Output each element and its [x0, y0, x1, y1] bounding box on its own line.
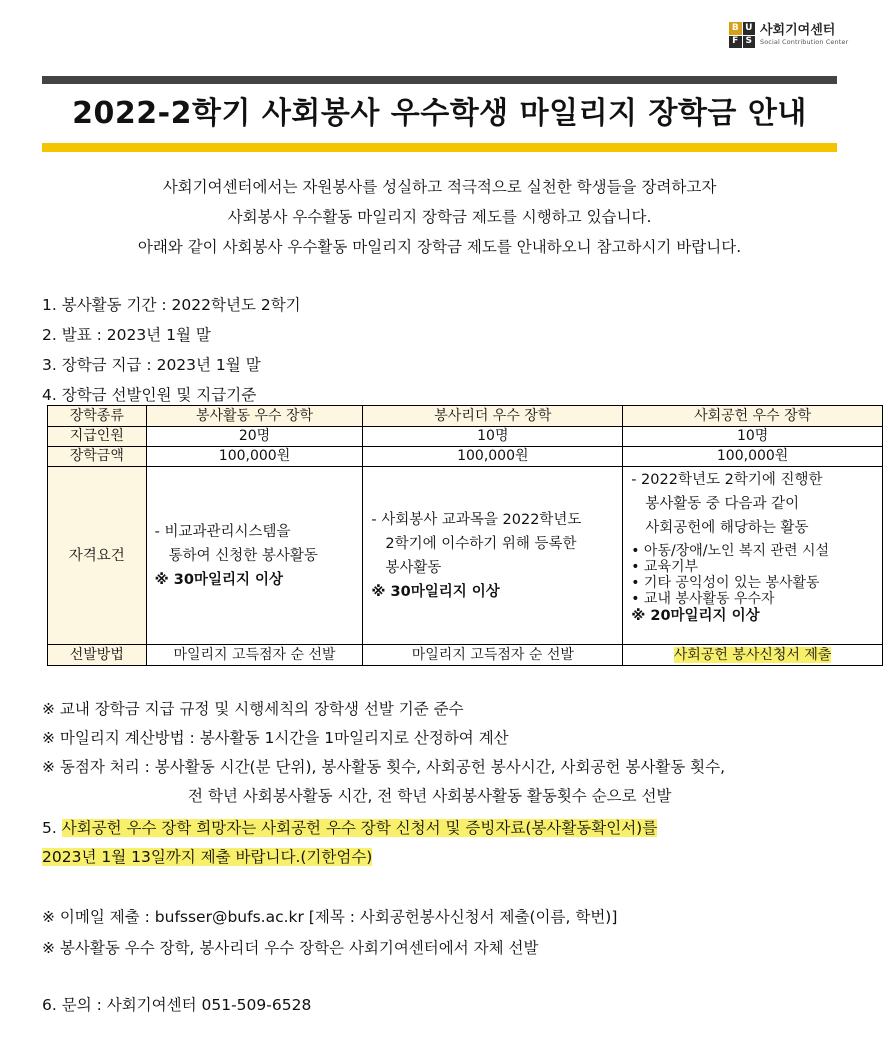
note-item: ※ 봉사활동 우수 장학, 봉사리더 우수 장학은 사회기여센터에서 자체 선발: [42, 939, 539, 957]
intro-line: 사회봉사 우수활동 마일리지 장학금 제도를 시행하고 있습니다.: [227, 208, 652, 226]
logo-letter: B: [729, 22, 742, 35]
row-label: 선발방법: [48, 645, 147, 666]
notice-number: 5.: [42, 819, 57, 837]
logo-name-en: Social Contribution Center: [760, 38, 849, 46]
requirement-line: 봉사활동: [385, 559, 442, 576]
note-item: ※ 교내 장학금 지급 규정 및 시행세칙의 장학생 선발 기준 준수: [42, 700, 464, 718]
requirement-bullet: • 교육기부: [631, 559, 699, 575]
note-item: ※ 마일리지 계산방법 : 봉사활동 1시간을 1마일리지로 산정하여 계산: [42, 729, 509, 747]
requirement-emphasis: ※ 30마일리지 이상: [371, 583, 500, 600]
requirement-cell: [146, 467, 363, 645]
logo-text: [760, 23, 848, 47]
requirement-line: 2학기에 이수하기 위해 등록한: [385, 535, 577, 552]
requirement-bullet: • 아동/장애/노인 복지 관련 시설: [631, 543, 829, 559]
table-row-recipients: [48, 427, 883, 447]
application-notice: [42, 814, 657, 872]
table-cell: 100,000원: [363, 447, 623, 467]
highlighted-text: 2023년 1월 13일까지 제출 바랍니다.(기한엄수): [42, 848, 373, 866]
info-item: 3. 장학금 지급 : 2023년 1월 말: [42, 356, 261, 374]
scholarship-table: [47, 405, 883, 666]
table-cell: 100,000원: [623, 447, 883, 467]
info-item: 2. 발표 : 2023년 1월 말: [42, 326, 211, 344]
requirement-line: - 2022학년도 2학기에 진행한: [631, 472, 823, 488]
requirement-line: 사회공헌에 해당하는 활동: [645, 520, 809, 536]
row-label: 자격요건: [48, 467, 147, 645]
table-header-row: [48, 406, 883, 427]
logo-letter: F: [729, 36, 742, 49]
table-header-cell: 장학종류: [48, 406, 147, 427]
table-cell: 20명: [146, 427, 363, 447]
logo-mark: [729, 22, 755, 48]
title-bottom-bar: [42, 143, 837, 152]
table-cell: 100,000원: [146, 447, 363, 467]
highlighted-text: 사회공헌 봉사신청서 제출: [673, 646, 832, 663]
note-item: ※ 동점자 처리 : 봉사활동 시간(분 단위), 봉사활동 횟수, 사회공헌 봉사시간, 사회공헌 봉사활동 횟수,: [42, 758, 726, 776]
table-cell: [623, 645, 883, 666]
requirement-bullet: • 기타 공익성이 있는 봉사활동: [631, 575, 820, 591]
table-cell: 마일리지 고득점자 순 선발: [146, 645, 363, 666]
requirement-line: - 사회봉사 교과목을 2022학년도: [371, 511, 582, 528]
contact-info: 6. 문의 : 사회기여센터 051-509-6528: [42, 996, 312, 1014]
note-item: ※ 이메일 제출 : bufsser@bufs.ac.kr [제목 : 사회공헌봉사신청서 제출(이름, 학번)]: [42, 908, 618, 926]
table-cell: 10명: [363, 427, 623, 447]
requirement-emphasis: ※ 20마일리지 이상: [631, 608, 760, 624]
table-cell: 10명: [623, 427, 883, 447]
requirement-emphasis: ※ 30마일리지 이상: [154, 571, 284, 588]
logo-name-ko: 사회기여센터: [760, 23, 836, 38]
info-list: [42, 290, 301, 410]
logo: [729, 22, 848, 48]
intro-line: 사회기여센터에서는 자원봉사를 성실하고 적극적으로 실천한 학생들을 장려하고자: [162, 178, 717, 196]
note-item: 전 학년 사회봉사활동 시간, 전 학년 사회봉사활동 활동횟수 순으로 선발: [188, 787, 672, 805]
table-header-cell: 사회공헌 우수 장학: [623, 406, 883, 427]
requirement-line: 봉사활동 중 다음과 같이: [645, 496, 800, 512]
table-header-cell: 봉사활동 우수 장학: [146, 406, 363, 427]
submission-notes: [42, 902, 617, 964]
requirement-line: 통하여 신청한 봉사활동: [168, 547, 318, 564]
row-label: 장학금액: [48, 447, 147, 467]
table-row-requirements: [48, 467, 883, 645]
info-item: 4. 장학금 선발인원 및 지급기준: [42, 386, 257, 404]
title-top-bar: [42, 76, 837, 84]
table-row-selection: [48, 645, 883, 666]
notice-line: [42, 843, 657, 872]
intro-line: 아래와 같이 사회봉사 우수활동 마일리지 장학금 제도를 안내하오니 참고하시기 바랍니다.: [137, 238, 742, 256]
highlighted-text: 사회공헌 우수 장학 희망자는 사회공헌 우수 장학 신청서 및 증빙자료(봉사활동확인서)를: [61, 819, 658, 837]
requirement-line: - 비교과관리시스템을: [154, 523, 291, 540]
intro-paragraph: [42, 172, 837, 262]
logo-letter: U: [743, 22, 756, 35]
notes-list: [42, 695, 725, 811]
notice-line: [42, 814, 657, 843]
info-item: 1. 봉사활동 기간 : 2022학년도 2학기: [42, 296, 301, 314]
requirement-cell: [623, 467, 883, 645]
page-title: 2022-2학기 사회봉사 우수학생 마일리지 장학금 안내: [72, 96, 807, 131]
logo-letter: S: [743, 36, 756, 49]
requirement-cell: [363, 467, 623, 645]
requirement-bullet: • 교내 봉사활동 우수자: [631, 591, 775, 607]
table-header-cell: 봉사리더 우수 장학: [363, 406, 623, 427]
table-row-amount: [48, 447, 883, 467]
row-label: 지급인원: [48, 427, 147, 447]
table-cell: 마일리지 고득점자 순 선발: [363, 645, 623, 666]
